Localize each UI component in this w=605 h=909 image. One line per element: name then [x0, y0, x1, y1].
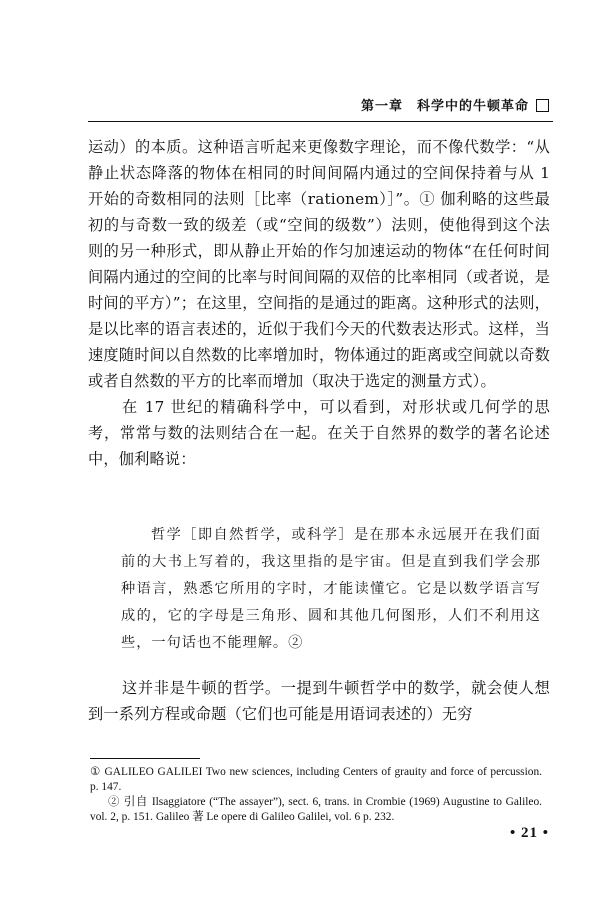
footnote-2: ② 引自 Ilsaggiatore (“The assayer”), sect. 6, trans. in Crombie (1969) Augustine to Galileo. vol. 2, p. 151. Galileo 著 Le opere di Galileo Galilei, vol. 6 p. 232. — [90, 796, 542, 823]
header-divider — [88, 121, 553, 122]
running-header — [0, 97, 605, 119]
footnote-1: ① GALILEO GALILEI Two new sciences, including Centers of grauity and force of percussion. p. 147. — [90, 766, 542, 793]
paragraph-2: 在 17 世纪的精确科学中，可以看到，对形状或几何学的思考，常常与数的法则结合在一起。在关于自然界的数学的著名论述中，伽利略说： — [88, 398, 550, 468]
block-quote: 哲学［即自然哲学，或科学］是在那本永远展开在我们面前的大书上写着的，我这里指的是宇宙。但是直到我们学会那种语言，熟悉它所用的字时，才能读懂它。它是以数学语言写成的，它的字母是三角形、圆和其他几何图形，人们不利用这些，一句话也不能理解。② — [121, 527, 541, 651]
paragraph-3: 这并非是牛顿的哲学。一提到牛顿哲学中的数学，就会使人想到一系列方程或命题（它们也可能是用语词表述的）无穷 — [88, 679, 550, 723]
footnotes — [90, 765, 542, 825]
chapter-title: 第一章 科学中的牛顿革命 — [360, 99, 529, 114]
footnote-divider — [90, 758, 200, 759]
paragraph-1: 运动）的本质。这种语言听起来更像数字理论，而不像代数学：“从静止状态降落的物体在相同的时间间隔内通过的空间保持着与从 1 开始的奇数相同的法则［比率（rationem）］”。① 伽利略的这些最初的与奇数一致的级差（或“空间的级数”）法则，使他得到这个法则的另一种形式，即从静止开始的作匀加速运动的物体“在任何时间间隔内通过的空间的比率与时间间隔的双倍的比率相同（或者说，是时间的平方）”；在这里，空间指的是通过的距离。这种形式的法则，是以比率的语言表述的，近似于我们今天的代数表达形式。这样，当速度随时间以自然数的比率增加时，物体通过的距离或空间就以奇数或者自然数的平方的比率而增加（取决于选定的测量方式）。 — [88, 138, 550, 390]
square-icon — [536, 99, 549, 112]
page-number: • 21 • — [509, 825, 549, 841]
